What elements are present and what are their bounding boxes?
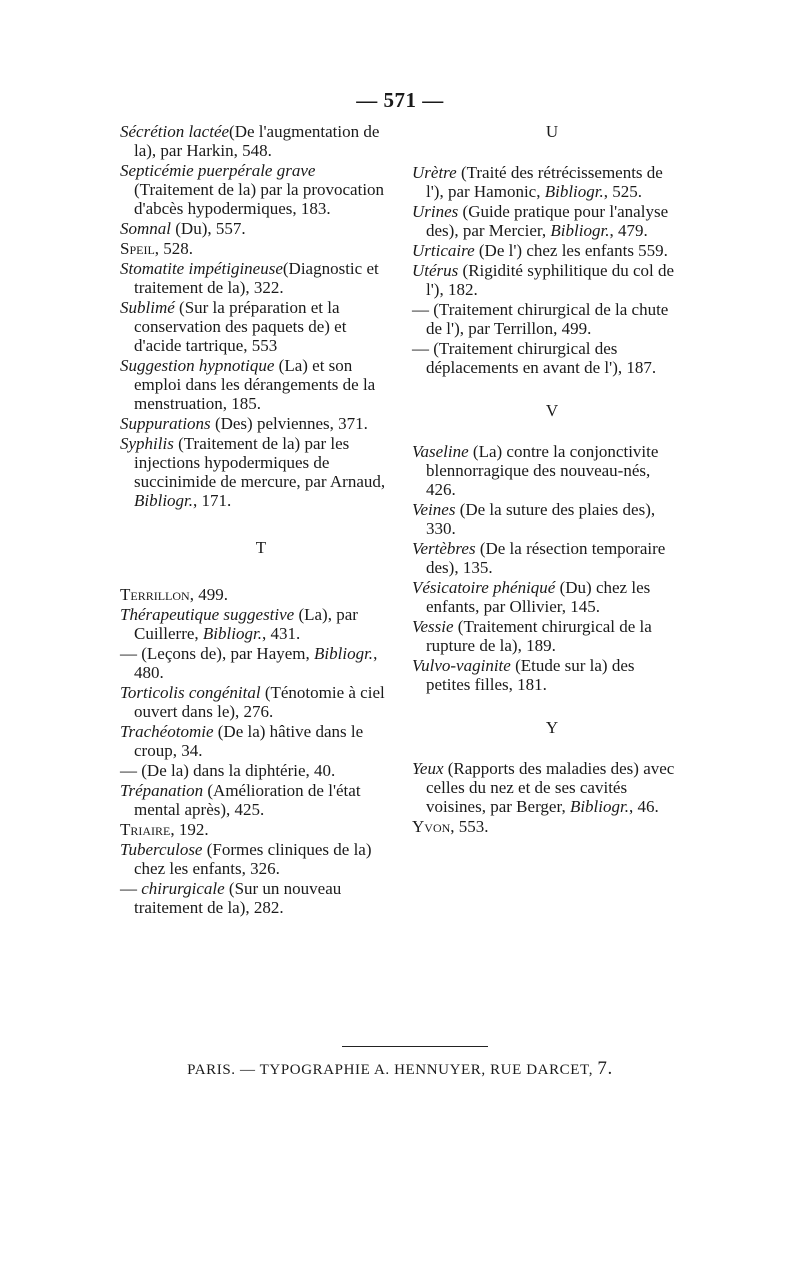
entry-source: Bibliogr. [544, 182, 604, 201]
index-entry [412, 578, 678, 616]
index-entry [412, 202, 678, 240]
entry-source: Bibliogr. [569, 797, 629, 816]
index-entry [412, 500, 678, 538]
index-entry [412, 656, 678, 694]
entry-text: — (Traitement chirurgical des déplacements en avant de l'), 187. [412, 339, 657, 377]
left-column [120, 122, 388, 918]
entry-text: (Traitement de la) par les injections hypodermiques de succinimide de mercure, par Arnaud, [134, 434, 386, 491]
entry-text: (De la suture des plaies des), 330. [426, 500, 656, 538]
entry-term: Vulvo-vaginite [412, 656, 511, 675]
entry-source: Bibliogr. [134, 491, 194, 510]
index-group-t [120, 585, 388, 917]
index-group-v [412, 442, 678, 694]
entry-term: Suppurations [120, 414, 211, 433]
entry-author: Speil [120, 239, 155, 258]
entry-term: Urticaire [412, 241, 475, 260]
entry-term: Torticolis congénital [120, 683, 261, 702]
imprint-number: 7. [597, 1058, 613, 1079]
index-entry [120, 605, 388, 643]
entry-source: chirurgicale [141, 879, 225, 898]
footer-rule [342, 1046, 488, 1047]
index-entry [412, 442, 678, 499]
index-entry [120, 840, 388, 878]
entry-page: , 480. [134, 644, 378, 682]
entry-author: Triaire [120, 820, 171, 839]
entry-text: (Guide pratique pour l'analyse des), par Mercier, [426, 202, 669, 240]
index-entry [412, 617, 678, 655]
index-entry [120, 585, 388, 604]
entry-text: (La) et son emploi dans les dérangements de la menstruation, 185. [134, 356, 376, 413]
index-entry [120, 434, 388, 510]
entry-text: , 553. [450, 817, 489, 836]
entry-term: Utérus [412, 261, 459, 280]
entry-text: (Traitement de la) par la provocation d'abcès hypodermiques, 183. [134, 180, 385, 218]
entry-term: Vésicatoire phéniqué [412, 578, 556, 597]
entry-text: , 499. [189, 585, 228, 604]
index-entry [412, 261, 678, 299]
entry-text: (Diagnostic et traitement de la), 322. [134, 259, 379, 297]
index-entry [120, 761, 388, 780]
entry-author: Terrillon [120, 585, 190, 604]
entry-term: Vertèbres [412, 539, 476, 558]
entry-term: Urètre [412, 163, 457, 182]
index-entry [120, 879, 388, 917]
entry-term: Suggestion hypnotique [120, 356, 275, 375]
printer-imprint [0, 1058, 800, 1080]
index-entry [412, 163, 678, 201]
index-entry [120, 722, 388, 760]
entry-term: Vaseline [412, 442, 469, 461]
index-entry [120, 356, 388, 413]
index-entry [120, 122, 388, 160]
entry-text: (De la) hâtive dans le croup, 34. [134, 722, 364, 760]
entry-term: Yeux [412, 759, 444, 778]
index-entry [120, 644, 388, 682]
index-entry [412, 300, 678, 338]
entry-author: Yvon [412, 817, 451, 836]
index-entry [120, 414, 388, 433]
entry-text: (Traitement chirurgical de la rupture de la), 189. [426, 617, 652, 655]
entry-source: Bibliogr. [314, 644, 374, 663]
entry-text: (La), par Cuillerre, [134, 605, 358, 643]
index-entry [412, 817, 678, 836]
index-entry [412, 241, 678, 260]
index-group-s [120, 122, 388, 510]
entry-page: , 431. [261, 624, 301, 643]
entry-text: (De la résection temporaire des), 135. [426, 539, 666, 577]
entry-text: (Etude sur la) des petites filles, 181. [426, 656, 635, 694]
index-entry [120, 298, 388, 355]
index-entry [412, 339, 678, 377]
entry-page: (Sur un nouveau traitement de la), 282. [134, 879, 342, 917]
imprint-text: PARIS. — TYPOGRAPHIE A. HENNUYER, RUE DARCET, [187, 1062, 598, 1078]
entry-text: (Rigidité syphilitique du col de l'), 182. [426, 261, 675, 299]
entry-text: (La) contre la conjonctivite blennorragique des nouveau-nés, 426. [426, 442, 659, 499]
index-entry [120, 683, 388, 721]
entry-page: , 525. [603, 182, 643, 201]
entry-text: (Sur la préparation et la conservation des paquets de) et d'acide tartrique, 553 [134, 298, 347, 355]
right-column [412, 122, 678, 837]
entry-text: , 192. [170, 820, 209, 839]
entry-text: — (Leçons de), par Hayem, [120, 644, 315, 663]
section-letter-t: T [255, 538, 267, 557]
index-entry [412, 759, 678, 816]
index-entry [120, 239, 388, 258]
section-letter-v: V [545, 401, 559, 420]
entry-term: Thérapeutique suggestive [120, 605, 295, 624]
entry-text: (Rapports des maladies des) avec celles du nez et de ses cavités voisines, par Berger, [426, 759, 675, 816]
entry-text: (Traité des rétrécissements de l'), par Hamonic, [426, 163, 663, 201]
entry-text: (Ténotomie à ciel ouvert dans le), 276. [134, 683, 385, 721]
entry-text: — [120, 879, 142, 898]
entry-text: (De l'augmentation de la), par Harkin, 548. [134, 122, 380, 160]
entry-text: (De l') chez les enfants 559. [474, 241, 668, 260]
entry-text: (Du) chez les enfants, par Ollivier, 145. [426, 578, 651, 616]
entry-term: Syphilis [120, 434, 174, 453]
entry-page: , 479. [609, 221, 648, 240]
entry-term: Vessie [412, 617, 454, 636]
entry-source: Bibliogr. [550, 221, 610, 240]
entry-text: — (De la) dans la diphtérie, 40. [120, 761, 336, 780]
entry-term: Trépanation [120, 781, 204, 800]
entry-term: Stomatite impétigineuse [120, 259, 283, 278]
index-entry [120, 161, 388, 218]
entry-source: Bibliogr. [202, 624, 262, 643]
index-entry [120, 781, 388, 819]
entry-text: — (Traitement chirurgical de la chute de l'), par Terrillon, 499. [412, 300, 669, 338]
index-entry [120, 259, 388, 297]
page-number: — 571 — [356, 88, 444, 112]
entry-term: Veines [412, 500, 456, 519]
entry-text: , 528. [154, 239, 194, 258]
index-entry [120, 219, 388, 238]
index-group-y [412, 759, 678, 836]
entry-text: (Du), 557. [171, 219, 246, 238]
entry-term: Somnal [120, 219, 171, 238]
index-group-u [412, 163, 678, 377]
entry-text: (Formes cliniques de la) chez les enfants, 326. [134, 840, 372, 878]
entry-term: Sublimé [120, 298, 175, 317]
entry-term: Urines [412, 202, 459, 221]
section-letter-u: U [545, 122, 559, 141]
index-entry [412, 539, 678, 577]
entry-page: , 171. [193, 491, 232, 510]
entry-term: Septicémie puerpérale grave [120, 161, 316, 180]
entry-text: (Amélioration de l'état mental après), 425. [134, 781, 361, 819]
entry-term: Tuberculose [120, 840, 203, 859]
entry-term: Sécrétion lactée [120, 122, 230, 141]
entry-text: (Des) pelviennes, 371. [210, 414, 368, 433]
section-letter-y: Y [545, 718, 559, 737]
index-entry [120, 820, 388, 839]
entry-page: , 46. [629, 797, 659, 816]
entry-term: Trachéotomie [120, 722, 214, 741]
